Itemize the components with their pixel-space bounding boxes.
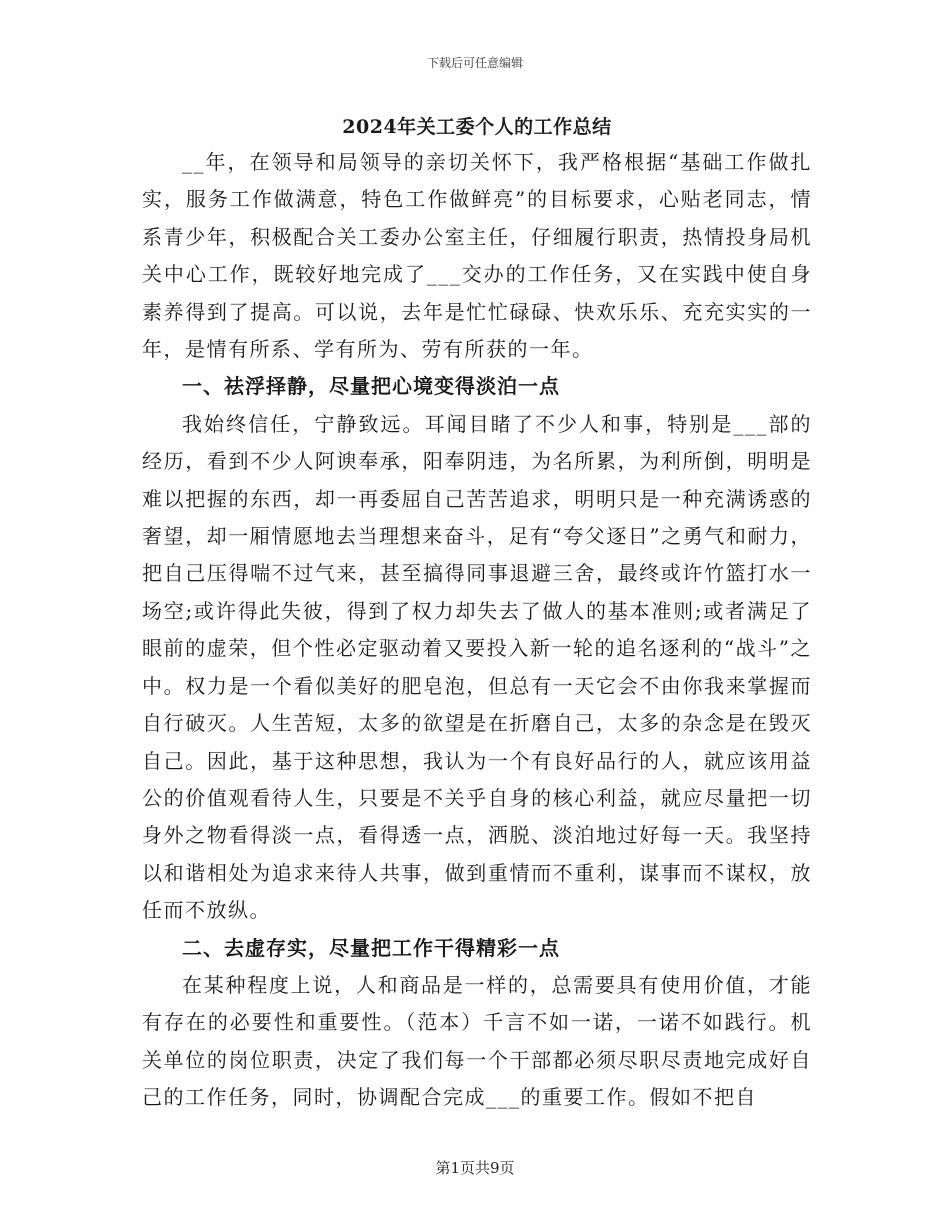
section-1-heading: 一、祛浮择静，尽量把心境变得淡泊一点 [182,374,560,399]
section-2-heading: 二、去虚存实，尽量把工作干得精彩一点 [182,935,560,960]
document-body [142,112,812,1117]
section-2-paragraph: 在某种程度上说，人和商品是一样的，总需要具有使用价值，才能有存在的必要性和重要性。（范本）千言不如一诺，一诺不如践行。机关单位的岗位职责，决定了我们每一个干部都必须尽职尽责地完成好自己的工作任务，同时，协调配合完成___的重要工作。假如不把自 [142,972,812,1110]
document-title: 2024年关工委个人的工作总结 [342,116,612,138]
intro-paragraph: __年，在领导和局领导的亲切关怀下，我严格根据“基础工作做扎实，服务工作做满意，特色工作做鲜亮”的目标要求，心贴老同志，情系青少年，积极配合关工委办公室主任，仔细履行职责，热情投身局机关中心工作，既较好地完成了___交办的工作任务，又在实践中使自身素养得到了提高。可以说，去年是忙忙碌碌、快欢乐乐、充充实实的一年，是情有所系、学有所为、劳有所获的一年。 [142,150,812,362]
page-footer: 第1页共9页 [435,1159,515,1177]
section-1-paragraph: 我始终信任，宁静致远。耳闻目睹了不少人和事，特别是___部的经历，看到不少人阿谀奉承，阳奉阴违，为名所累，为利所倒，明明是难以把握的东西，却一再委屈自己苦苦追求，明明只是一种充满诱惑的奢望，却一厢情愿地去当理想来奋斗，足有“夸父逐日”之勇气和耐力，把自己压得喘不过气来，甚至搞得同事退避三舍，最终或许竹篮打水一场空;或许得此失彼，得到了权力却失去了做人的基本准则;或者满足了眼前的虚荣，但个性必定驱动着又要投入新一轮的追名逐利的“战斗”之中。权力是一个看似美好的肥皂泡，但总有一天它会不由你我来掌握而自行破灭。人生苦短，太多的欲望是在折磨自己，太多的杂念是在毁灭自己。因此，基于这种思想，我认为一个有良好品行的人，就应该用益公的价值观看待人生，只要是不关乎自身的核心利益，就应尽量把一切身外之物看得淡一点，看得透一点，洒脱、淡泊地过好每一天。我坚持以和谐相处为追求来待人共事，做到重情而不重利，谋事而不谋权，放任而不放纵。 [142,411,812,923]
header-note: 下载后可任意编辑 [426,56,523,70]
